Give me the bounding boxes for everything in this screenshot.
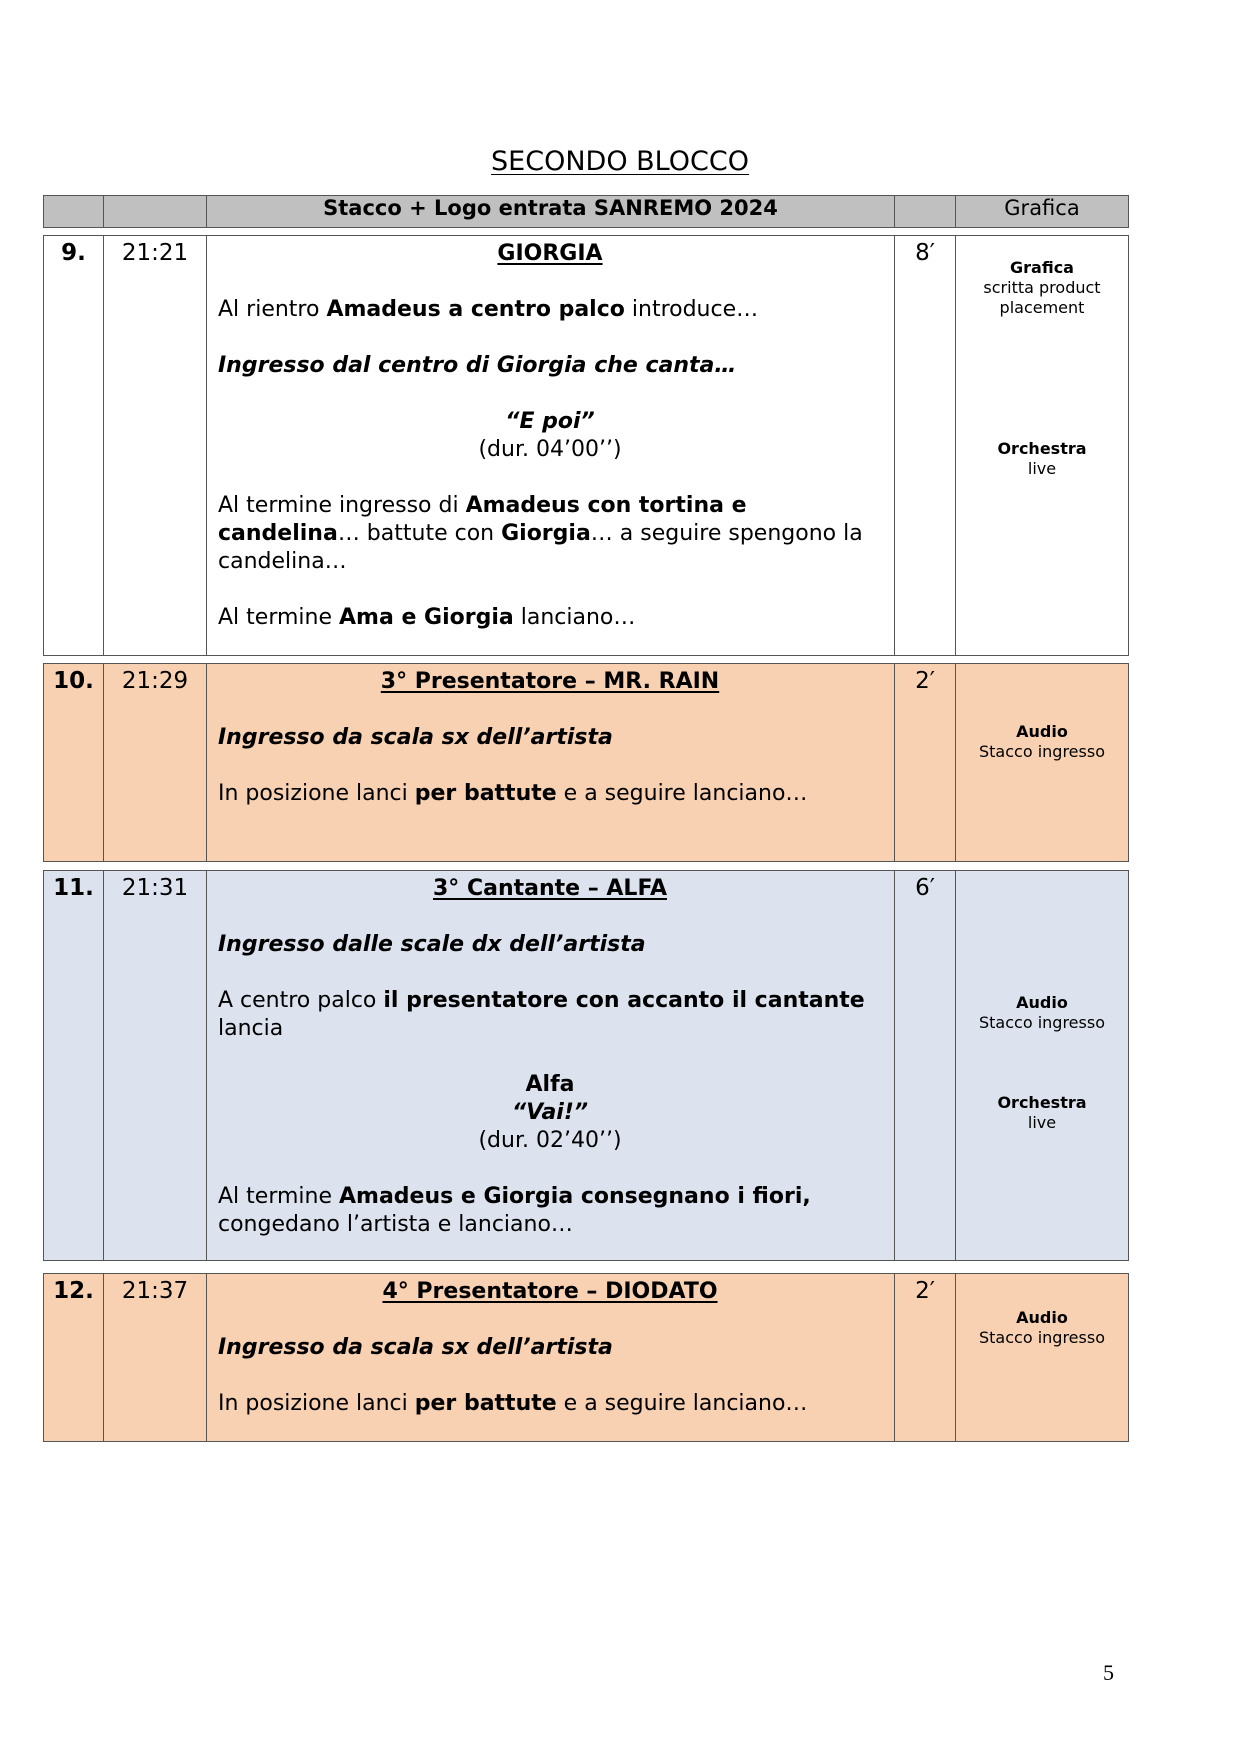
side-label: Orchestra — [997, 439, 1087, 458]
side-text: live — [1027, 459, 1057, 478]
row-content — [207, 664, 895, 862]
row-duration: 6′ — [895, 871, 956, 1261]
song-duration: (dur. 02’40’’) — [478, 1128, 622, 1153]
row-duration: 8′ — [895, 236, 956, 656]
entrance-note: Ingresso dal centro di Giorgia che canta… — [218, 353, 737, 378]
row-time: 21:31 — [104, 871, 207, 1261]
header-cell-number — [44, 196, 104, 228]
section-title-text: SECONDO BLOCCO — [491, 146, 749, 177]
header-cell-side: Grafica — [956, 196, 1129, 228]
row-side-notes — [956, 664, 1129, 862]
row-time: 21:21 — [104, 236, 207, 656]
header-cell-duration — [895, 196, 956, 228]
paragraph: In posizione lanci per battute e a seguire lanciano… — [218, 781, 808, 806]
row-number: 11. — [44, 871, 104, 1261]
row-heading: GIORGIA — [497, 241, 603, 266]
entrance-note: Ingresso da scala sx dell’artista — [218, 1335, 613, 1360]
row-duration: 2′ — [895, 664, 956, 862]
entrance-note: Ingresso da scala sx dell’artista — [218, 725, 613, 750]
song-title: “E poi” — [505, 409, 595, 434]
row-side-notes — [956, 236, 1129, 656]
side-label: Grafica — [1010, 258, 1074, 277]
paragraph: Al rientro Amadeus a centro palco introduce… — [218, 297, 759, 322]
page-title — [0, 146, 1240, 177]
side-text: Stacco ingresso — [979, 1328, 1105, 1347]
row-number: 9. — [44, 236, 104, 656]
side-text: live — [1027, 1113, 1057, 1132]
header-cell-main: Stacco + Logo entrata SANREMO 2024 — [207, 196, 895, 228]
row-duration: 2′ — [895, 1274, 956, 1442]
entrance-note: Ingresso dalle scale dx dell’artista — [218, 932, 646, 957]
paragraph: Al termine Amadeus e Giorgia consegnano i fiori, congedano l’artista e lanciano… — [218, 1184, 811, 1237]
row-number: 12. — [44, 1274, 104, 1442]
paragraph: In posizione lanci per battute e a seguire lanciano… — [218, 1391, 808, 1416]
header-cell-time — [104, 196, 207, 228]
rundown-row-9 — [43, 235, 1129, 656]
side-label: Audio — [1016, 722, 1068, 741]
paragraph: Al termine Ama e Giorgia lanciano… — [218, 605, 636, 630]
row-content — [207, 236, 895, 656]
row-number: 10. — [44, 664, 104, 862]
side-text: Stacco ingresso — [979, 742, 1105, 761]
header-row — [44, 196, 1129, 228]
page-number: 5 — [1103, 1660, 1114, 1685]
song-title: “Vai!” — [511, 1100, 589, 1125]
side-label: Audio — [1016, 1308, 1068, 1327]
artist-name: Alfa — [525, 1072, 575, 1097]
rundown-row-11 — [43, 870, 1129, 1261]
row-side-notes — [956, 1274, 1129, 1442]
song-duration: (dur. 04’00’’) — [478, 437, 622, 462]
side-label: Orchestra — [997, 1093, 1087, 1112]
row-time: 21:37 — [104, 1274, 207, 1442]
row-heading: 3° Cantante – ALFA — [433, 876, 667, 901]
row-time: 21:29 — [104, 664, 207, 862]
row-content — [207, 871, 895, 1261]
row-heading: 4° Presentatore – DIODATO — [382, 1279, 718, 1304]
paragraph: A centro palco il presentatore con accanto il cantante lancia — [218, 988, 865, 1041]
row-heading: 3° Presentatore – MR. RAIN — [380, 669, 720, 694]
rundown-row-12 — [43, 1273, 1129, 1442]
side-label: Audio — [1016, 993, 1068, 1012]
side-text: Stacco ingresso — [979, 1013, 1105, 1032]
row-side-notes — [956, 871, 1129, 1261]
paragraph: Al termine ingresso di Amadeus con tortina e candelina… battute con Giorgia… a seguire spengono la candelina… — [218, 493, 863, 574]
rundown-row-10 — [43, 663, 1129, 862]
row-content — [207, 1274, 895, 1442]
side-text: scritta product placement — [983, 278, 1101, 317]
header-table — [43, 195, 1129, 228]
